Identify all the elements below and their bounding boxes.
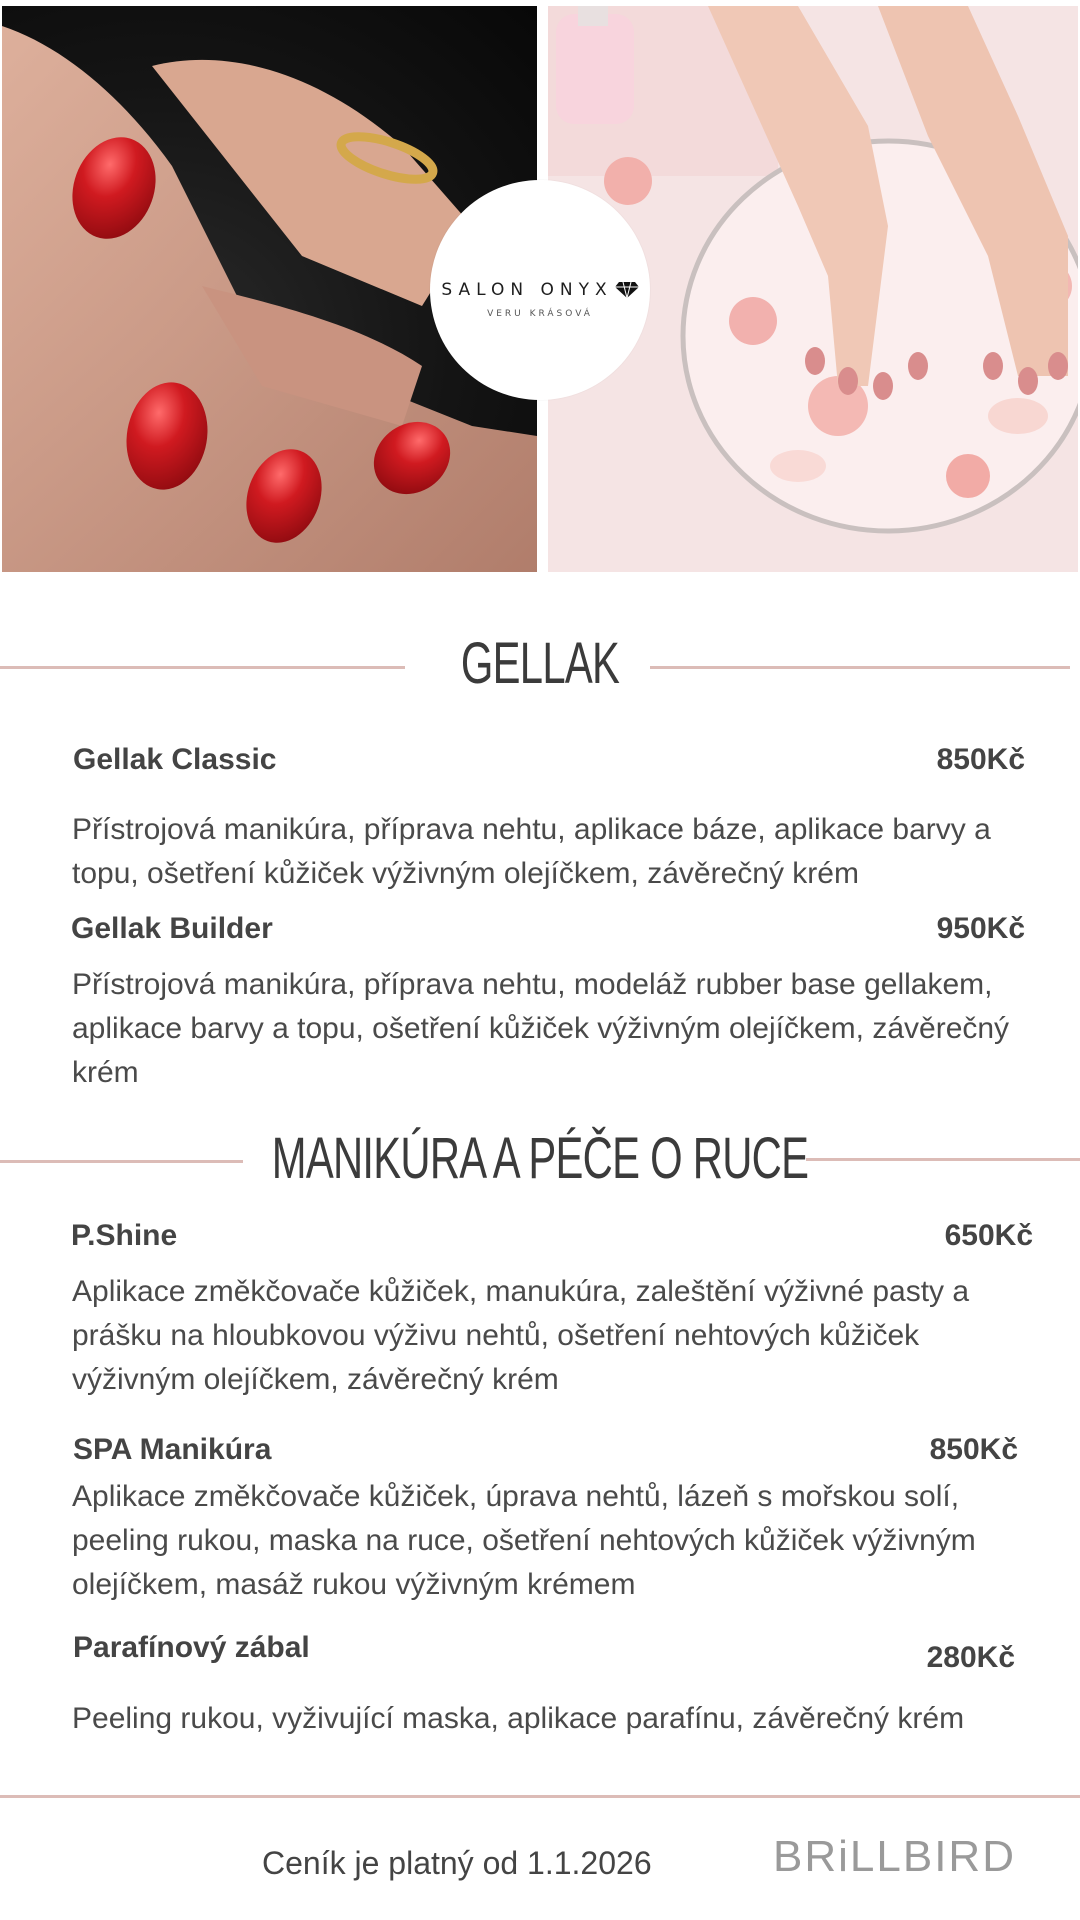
logo-name: SALON ONYX — [441, 280, 613, 300]
item-desc-p-shine — [72, 1270, 1072, 1402]
item-desc-gellak-classic — [72, 808, 1072, 896]
diamond-icon — [615, 282, 639, 298]
section-title-gellak: GELLAK — [460, 631, 620, 696]
section-title-manikura: MANIKÚRA A PÉČE O RUCE — [271, 1126, 809, 1191]
desc-line: výživným olejíčkem, závěrečný krém — [72, 1363, 559, 1396]
desc-line: Aplikace změkčovače kůžiček, manukúra, zaleštění výživné pasty a — [72, 1275, 970, 1308]
item-name-p-shine: P.Shine — [71, 1219, 178, 1252]
desc-line: Aplikace změkčovače kůžiček, úprava nehtů, lázeň s mořskou solí, — [72, 1480, 960, 1513]
logo-name-row — [430, 280, 650, 300]
item-name-gellak-builder: Gellak Builder — [71, 912, 273, 945]
desc-line: Peeling rukou, vyživující maska, aplikace parafínu, závěrečný krém — [72, 1702, 965, 1735]
desc-line: prášku na hloubkovou výživu nehtů, ošetření nehtových kůžiček — [72, 1319, 920, 1352]
desc-line: krém — [72, 1056, 139, 1089]
item-price-p-shine: 650Kč — [944, 1219, 1033, 1252]
desc-line: topu, ošetření kůžiček výživným olejíčkem, závěrečný krém — [72, 857, 859, 890]
footer-rule — [0, 1795, 1080, 1798]
item-price-parafinovy-zabal: 280Kč — [926, 1641, 1015, 1674]
item-desc-spa-manikura — [72, 1475, 1072, 1607]
item-name-spa-manikura: SPA Manikúra — [73, 1433, 272, 1466]
desc-line: olejíčkem, masáž rukou výživným krémem — [72, 1568, 636, 1601]
item-name-gellak-classic: Gellak Classic — [73, 743, 277, 776]
item-desc-parafinovy-zabal — [72, 1697, 1072, 1741]
salon-logo — [430, 180, 650, 400]
item-price-gellak-builder: 950Kč — [936, 912, 1025, 945]
item-price-gellak-classic: 850Kč — [936, 743, 1025, 776]
desc-line: Přístrojová manikúra, příprava nehtu, aplikace báze, aplikace barvy a — [72, 813, 991, 846]
logo-subtitle: VERU KRÁSOVÁ — [487, 309, 593, 319]
item-desc-gellak-builder — [72, 963, 1072, 1095]
desc-line: Přístrojová manikúra, příprava nehtu, modeláž rubber base gellakem, — [72, 968, 993, 1001]
brillbird-logo: BRiLLBIRD — [773, 1832, 1016, 1881]
desc-line: peeling rukou, maska na ruce, ošetření nehtových kůžiček výživným — [72, 1524, 976, 1557]
item-price-spa-manikura: 850Kč — [929, 1433, 1018, 1466]
item-name-parafinovy-zabal: Parafínový zábal — [73, 1631, 310, 1664]
price-validity: Ceník je platný od 1.1.2026 — [262, 1845, 652, 1881]
desc-line: aplikace barvy a topu, ošetření kůžiček výživným olejíčkem, závěrečný — [72, 1012, 1010, 1045]
